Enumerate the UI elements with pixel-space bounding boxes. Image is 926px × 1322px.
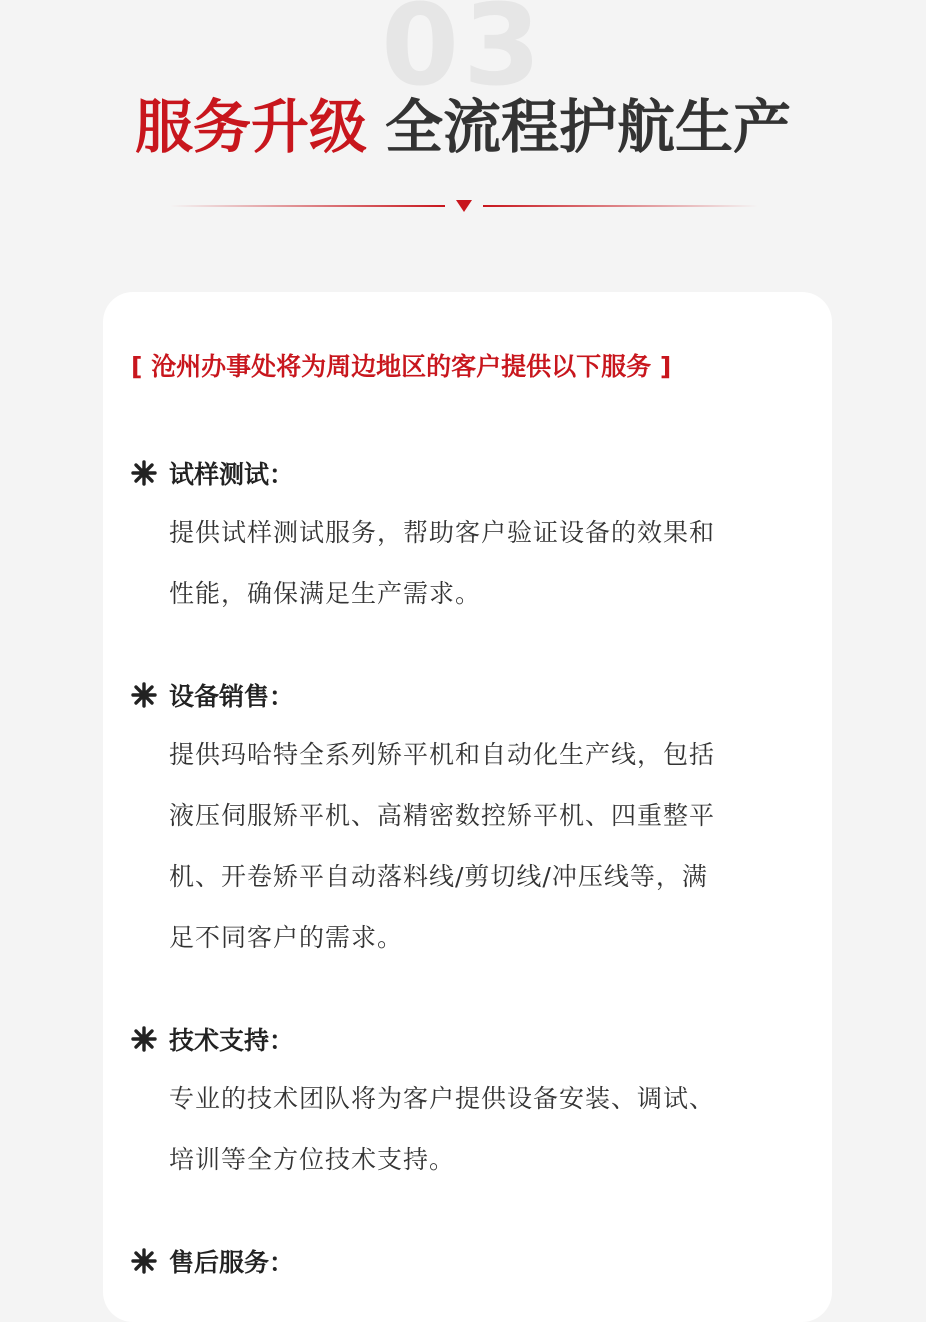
star-burst-icon [131,1248,157,1274]
service-head [131,1244,821,1278]
service-head [131,456,821,490]
divider-line-left [170,205,445,207]
service-line: 提供玛哈特全系列矫平机和自动化生产线，包括 [169,740,716,769]
service-title: 技术支持： [169,1026,295,1055]
star-burst-icon [131,1026,157,1052]
service-line: 足不同客户的需求。 [169,923,404,952]
service-line: 提供试样测试服务，帮助客户验证设备的效果和 [169,518,716,547]
service-title: 试样测试： [169,460,295,489]
title-divider [170,198,758,214]
service-title: 售后服务： [169,1248,295,1277]
divider-line-right [483,205,758,207]
card-heading: [ 沧州办事处将为周边地区的客户提供以下服务 ] [131,352,672,381]
service-line: 专业的技术团队将为客户提供设备安装、调试、 [169,1084,716,1113]
page-title [0,92,926,162]
star-burst-icon [131,460,157,486]
star-burst-icon [131,682,157,708]
section-number: 03 [381,0,545,111]
service-line: 液压伺服矫平机、高精密数控矫平机、四重整平 [169,801,716,830]
page-title-rest: 全流程护航生产 [385,93,792,161]
service-head [131,1022,821,1056]
service-line: 性能，确保满足生产需求。 [169,579,482,608]
service-item-technical-support [131,1022,821,1190]
service-item-equipment-sales [131,678,821,968]
service-title: 设备销售： [169,682,295,711]
service-item-sample-testing [131,456,821,624]
service-description [169,502,809,624]
service-line: 机、开卷矫平自动落料线/剪切线/冲压线等，满 [169,862,708,891]
service-description [169,724,809,968]
triangle-down-icon [456,200,472,212]
service-line: 培训等全方位技术支持。 [169,1145,456,1174]
service-head [131,678,821,712]
page-title-accent: 服务升级 [134,93,367,161]
service-description [169,1068,809,1190]
services-card [103,292,832,1322]
service-item-after-sales [131,1244,821,1278]
